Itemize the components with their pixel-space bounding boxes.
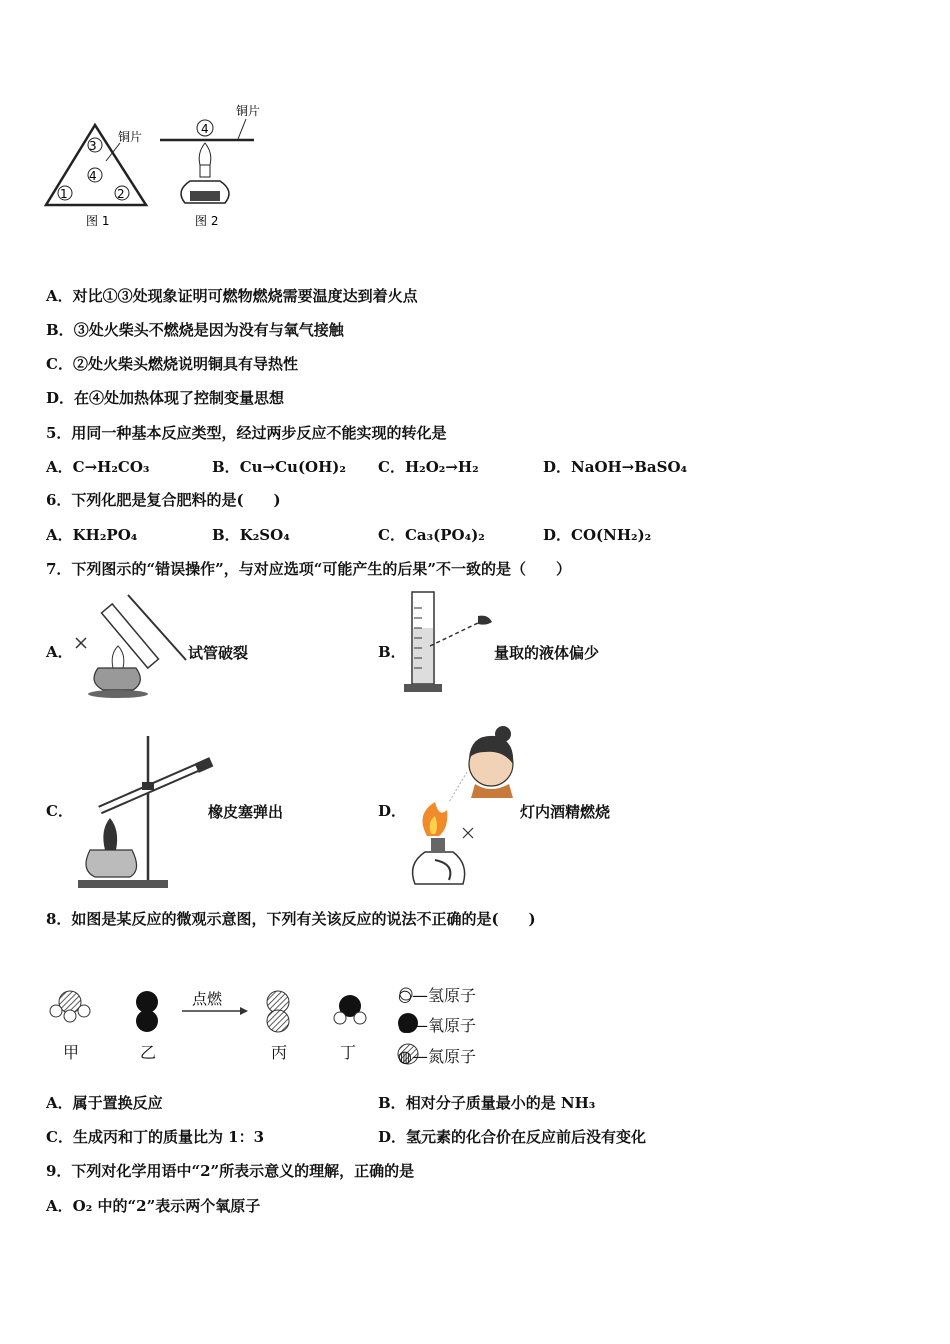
option-key: D．: [543, 458, 572, 476]
option-text: C→H₂CO₃: [72, 458, 150, 476]
option-key: B．: [212, 458, 240, 476]
copper-label-1: 铜片: [118, 130, 143, 144]
option-key: D．: [543, 526, 572, 544]
arrow-label: 点燃: [192, 990, 223, 1008]
q6-option-d: [543, 525, 651, 545]
option-key: B．: [46, 321, 74, 339]
q8-option-d: [378, 1127, 646, 1147]
option-key: B．: [378, 1094, 406, 1112]
option-text: 相对分子质量最小的是 NH₃: [405, 1094, 596, 1112]
q5-option-c: [378, 457, 479, 477]
q4-option-d: [46, 388, 284, 408]
q4-figure: [40, 95, 280, 235]
legend-oxygen: ●—氧原子: [398, 1016, 476, 1035]
fig1-caption: 图 1: [86, 214, 110, 228]
molecule-label-ding: 丁: [340, 1043, 357, 1062]
option-text: 生成丙和丁的质量比为 1：3: [72, 1128, 265, 1146]
molecule-label-jia: 甲: [63, 1043, 80, 1062]
mark-2: 2: [117, 187, 125, 201]
molecule-label-yi: 乙: [140, 1043, 157, 1062]
q5-stem: 5．用同一种基本反应类型，经过两步反应不能实现的转化是: [46, 424, 447, 442]
molecule-ding-water: [334, 995, 366, 1024]
option-text: Ca₃(PO₄)₂: [404, 526, 485, 544]
q7-option-a-text: 试管破裂: [188, 644, 249, 662]
q6-stem: 6．下列化肥是复合肥料的是( ): [46, 491, 281, 509]
option-text: KH₂PO₄: [72, 526, 138, 544]
q7-option-d-text: 灯内酒精燃烧: [520, 803, 611, 821]
q7-option-c-text: 橡皮塞弹出: [208, 803, 284, 821]
q8-option-b: [378, 1093, 595, 1113]
option-key: A．: [46, 458, 73, 476]
q6-option-a: [46, 525, 137, 545]
option-key: C．: [46, 1128, 73, 1146]
q4-option-c: [46, 354, 298, 374]
option-text: ③处火柴头不燃烧是因为没有与氧气接触: [73, 321, 344, 339]
q7-option-b-text: 量取的液体偏少: [494, 644, 600, 662]
mark-4-fig1: 4: [89, 169, 97, 183]
option-text: ②处火柴头燃烧说明铜具有导热性: [72, 355, 298, 373]
q9-stem: 9．下列对化学用语中“2”所表示意义的理解，正确的是: [46, 1162, 415, 1180]
q7-d-blowing-alcohol-lamp-illustration: [405, 724, 525, 892]
option-key: A．: [46, 287, 73, 305]
option-key: C．: [46, 355, 73, 373]
mark-1: 1: [60, 187, 68, 201]
molecule-jia-ammonia: [50, 991, 90, 1022]
q7-option-d-key: D．: [378, 802, 407, 820]
fig2-caption: 图 2: [195, 214, 219, 228]
molecule-bing-nitrogen: [267, 991, 289, 1032]
option-text: H₂O₂→H₂: [404, 458, 479, 476]
q4-option-a: [46, 286, 418, 306]
q5-option-b: [212, 457, 346, 477]
option-key: A．: [46, 526, 73, 544]
molecule-yi-oxygen: [136, 991, 158, 1032]
q4-option-b: [46, 320, 344, 340]
q9-option-a: [46, 1196, 260, 1216]
q5-option-d: [543, 457, 687, 477]
option-key: C．: [378, 458, 405, 476]
q7-stem: 7．下列图示的“错误操作”，与对应选项“可能产生的后果”不一致的是（ ）: [46, 560, 571, 578]
q7-option-b-key: B．: [378, 643, 406, 661]
q5-option-a: [46, 457, 149, 477]
q8-option-c: [46, 1127, 264, 1147]
molecule-label-bing: 丙: [271, 1043, 288, 1062]
mark-4-fig2: 4: [201, 122, 209, 136]
q7-option-c-key: C．: [46, 802, 73, 820]
copper-label-2: 铜片: [236, 104, 261, 118]
q7-a-heating-test-tube-illustration: [68, 590, 188, 700]
option-text: Cu→Cu(OH)₂: [239, 458, 346, 476]
q7-c-iron-stand-heating-illustration: [70, 732, 220, 892]
option-text: 在④处加热体现了控制变量思想: [74, 389, 285, 407]
option-text: 对比①③处现象证明可燃物燃烧需要温度达到着火点: [72, 287, 418, 305]
option-text: 属于置换反应: [72, 1094, 163, 1112]
q6-option-b: [212, 525, 290, 545]
option-key: A．: [46, 1197, 73, 1215]
q6-option-c: [378, 525, 485, 545]
option-key: D．: [46, 389, 75, 407]
q7-b-graduated-cylinder-illustration: [400, 588, 500, 696]
option-text: O₂ 中的“2”表示两个氧原子: [72, 1197, 261, 1215]
legend-hydrogen: ○—氢原子: [398, 986, 476, 1005]
q7-option-a-key: A．: [46, 643, 73, 661]
option-text: K₂SO₄: [239, 526, 290, 544]
option-key: B．: [212, 526, 240, 544]
reaction-arrow: [182, 1007, 248, 1015]
mark-3: 3: [89, 139, 97, 153]
q8-stem: 8．如图是某反应的微观示意图，下列有关该反应的说法不正确的是( ): [46, 910, 536, 928]
option-text: 氢元素的化合价在反应前后没有变化: [406, 1128, 647, 1146]
option-key: A．: [46, 1094, 73, 1112]
option-key: C．: [378, 526, 405, 544]
option-text: CO(NH₂)₂: [571, 526, 652, 544]
legend-nitrogen: ◍—氮原子: [398, 1047, 476, 1066]
q8-option-a: [46, 1093, 163, 1113]
option-key: D．: [378, 1128, 407, 1146]
option-text: NaOH→BaSO₄: [571, 458, 688, 476]
